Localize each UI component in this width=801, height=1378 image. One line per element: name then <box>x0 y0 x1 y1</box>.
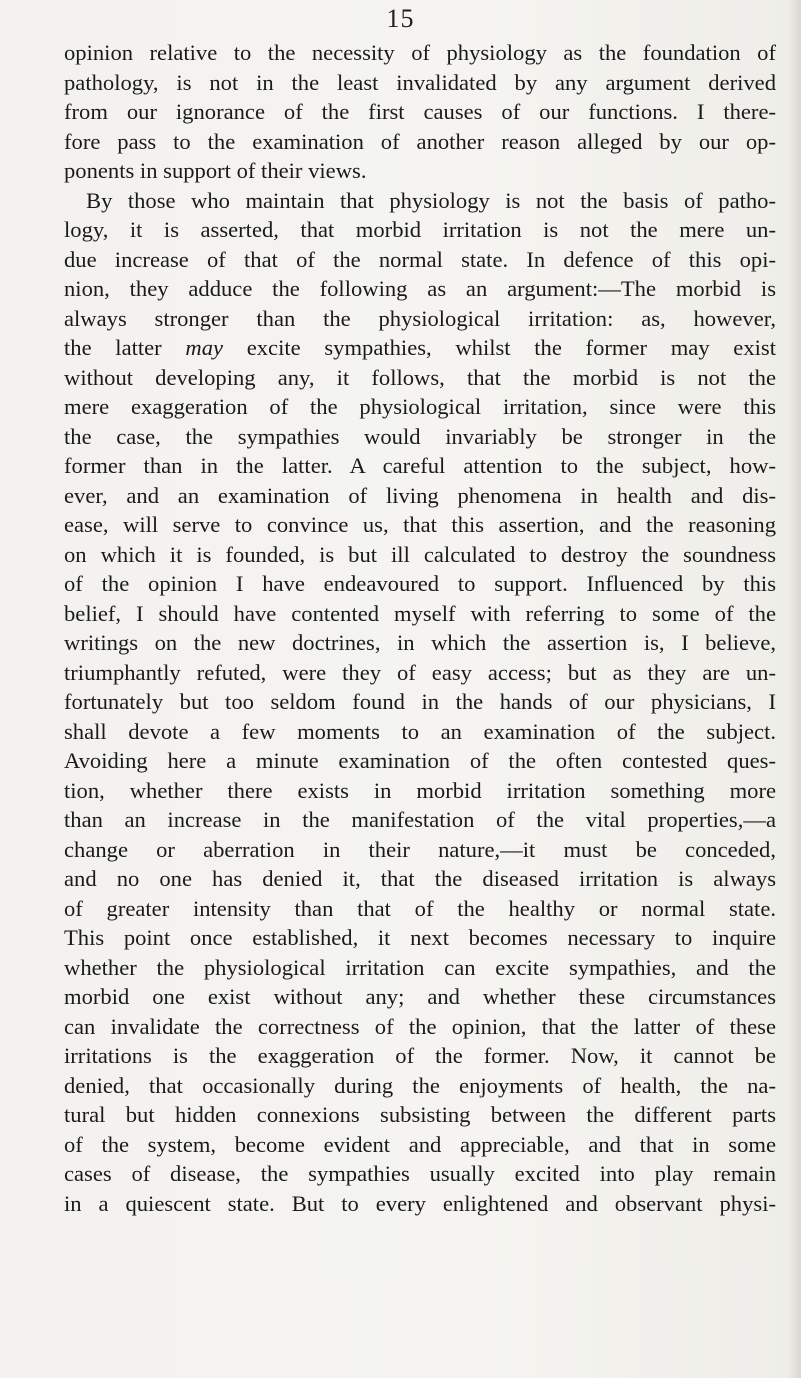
page-edge-shadow <box>787 0 801 1378</box>
text-line: change or aberration in their nature,—it must be conceded, <box>64 836 776 862</box>
page-number: 15 <box>386 4 415 33</box>
text-line: morbid one exist without any; and whether these circumstances <box>64 984 776 1009</box>
text-line: can invalidate the correctness of the opinion, that the latter of these <box>64 1013 776 1039</box>
text-line: writings on the new doctrines, in which the assertion is, I believe, <box>64 630 776 655</box>
text-line: and no one has denied it, that the diseased irritation is always <box>64 866 776 891</box>
text-line: of the system, become evident and appreciable, and that in some <box>64 1131 776 1157</box>
text-line: logy, it is asserted, that morbid irritation is not the mere un- <box>64 217 776 242</box>
text-line: ponents in support of their views. <box>64 158 367 183</box>
text-line: shall devote a few moments to an examination of the subject. <box>64 718 776 744</box>
text-line: opinion relative to the necessity of physiology as the foundation of <box>64 40 776 65</box>
text-line: nion, they adduce the following as an argument:—The morbid is <box>64 276 776 301</box>
text-line: always stronger than the physiological irritation: as, however, <box>64 305 776 331</box>
text-line: on which it is founded, is but ill calculated to destroy the soundness <box>64 541 776 567</box>
text-line: from our ignorance of the first causes of our functions. I there- <box>64 99 776 124</box>
text-line: This point once established, it next becomes necessary to inquire <box>64 925 776 950</box>
text-line-with-italic <box>64 333 776 363</box>
text-line: of the opinion I have endeavoured to support. Influenced by this <box>64 571 776 596</box>
text-line: tural but hidden connexions subsisting between the different parts <box>64 1102 776 1127</box>
text-line: fore pass to the examination of another reason alleged by our op- <box>64 128 776 154</box>
text-line: whether the physiological irritation can excite sympathies, and the <box>64 954 776 980</box>
text-line: due increase of that of the normal state. In defence of this opi- <box>64 246 776 272</box>
text-line: denied, that occasionally during the enjoyments of health, the na- <box>64 1072 776 1098</box>
text-line: without developing any, it follows, that the morbid is not the <box>64 364 776 390</box>
line-end: excite sympathies, whilst the former may exist <box>246 335 776 360</box>
text-line: the case, the sympathies would invariably be stronger in the <box>64 423 776 449</box>
text-line: pathology, is not in the least invalidated by any argument derived <box>64 69 776 95</box>
italic-word: may <box>185 335 224 360</box>
text-line: mere exaggeration of the physiological irritation, since were this <box>64 394 776 419</box>
text-line: cases of disease, the sympathies usually excited into play remain <box>64 1161 776 1186</box>
text-line: irritations is the exaggeration of the former. Now, it cannot be <box>64 1043 776 1068</box>
text-line: of greater intensity than that of the healthy or normal state. <box>64 895 776 921</box>
body-text <box>64 38 776 1218</box>
text-line: By those who maintain that physiology is not the basis of patho- <box>86 187 776 213</box>
text-line: than an increase in the manifestation of the vital properties,—a <box>64 807 776 832</box>
text-line: former than in the latter. A careful attention to the subject, how- <box>64 453 776 478</box>
text-line: ever, and an examination of living phenomena in health and dis- <box>64 482 776 508</box>
text-line: belief, I should have contented myself with referring to some of the <box>64 600 776 626</box>
text-line: in a quiescent state. But to every enlightened and observant physi- <box>64 1190 776 1216</box>
text-line: triumphantly refuted, were they of easy access; but as they are un- <box>64 659 776 685</box>
text-line: fortunately but too seldom found in the hands of our physicians, I <box>64 689 776 714</box>
text-line: ease, will serve to convince us, that this assertion, and the reasoning <box>64 512 776 537</box>
text-line: Avoiding here a minute examination of the often contested ques- <box>64 748 776 773</box>
line-start: the latter <box>64 335 162 360</box>
text-line: tion, whether there exists in morbid irritation something more <box>64 777 776 803</box>
